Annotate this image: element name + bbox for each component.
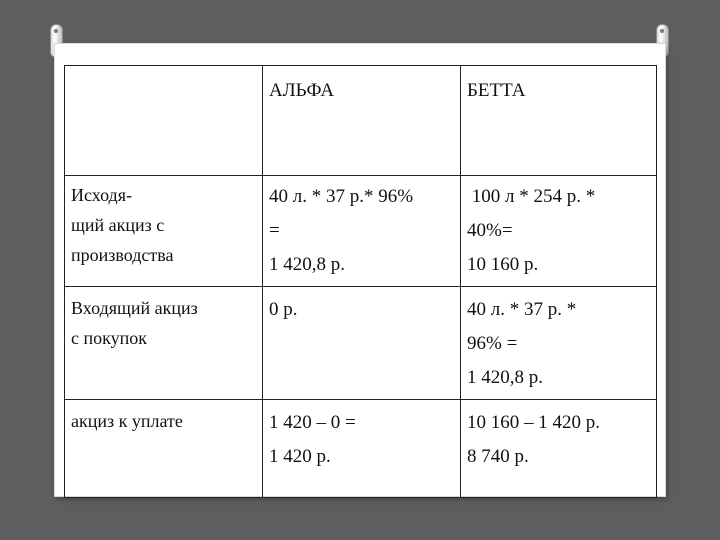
table-header-row <box>65 66 657 176</box>
row-label-incoming-excise <box>65 287 263 400</box>
betta-payable-cell <box>461 400 657 498</box>
row-label-excise-payable <box>65 400 263 498</box>
excise-table <box>64 65 657 498</box>
value-line: 40%= <box>467 220 513 241</box>
label-line: акциз к уплате <box>71 411 183 431</box>
value-line: 10 160 р. <box>467 254 539 275</box>
betta-outgoing-cell <box>461 176 657 287</box>
header-alpha: АЛЬФА <box>263 66 461 176</box>
betta-incoming-cell <box>461 287 657 400</box>
value-line: = <box>269 220 280 241</box>
value-line: 40 л. * 37 р.* 96% <box>269 186 414 207</box>
value-line: 1 420 – 0 = <box>269 412 356 433</box>
label-line: Исходя- <box>71 185 132 205</box>
value-line: 10 160 – 1 420 р. <box>467 412 600 433</box>
alpha-incoming-cell <box>263 287 461 400</box>
alpha-payable-cell <box>263 400 461 498</box>
value-line: 1 420 р. <box>269 446 331 467</box>
label-line: производства <box>71 245 174 265</box>
table-row <box>65 287 657 400</box>
value-line: 100 л * 254 р. * <box>467 186 596 207</box>
table-row <box>65 400 657 498</box>
label-line: Входящий акциз <box>71 298 198 318</box>
row-label-outgoing-excise <box>65 176 263 287</box>
table-row <box>65 176 657 287</box>
label-line: щий акциз с <box>71 215 165 235</box>
value-line: 0 р. <box>269 299 298 320</box>
value-line: 1 420,8 р. <box>467 367 543 388</box>
value-line: 40 л. * 37 р. * <box>467 299 577 320</box>
value-line: 8 740 р. <box>467 446 529 467</box>
value-line: 96% = <box>467 333 518 354</box>
alpha-outgoing-cell <box>263 176 461 287</box>
label-line: с покупок <box>71 328 147 348</box>
header-empty-cell <box>65 66 263 176</box>
header-betta: БЕТТА <box>461 66 657 176</box>
value-line: 1 420,8 р. <box>269 254 345 275</box>
